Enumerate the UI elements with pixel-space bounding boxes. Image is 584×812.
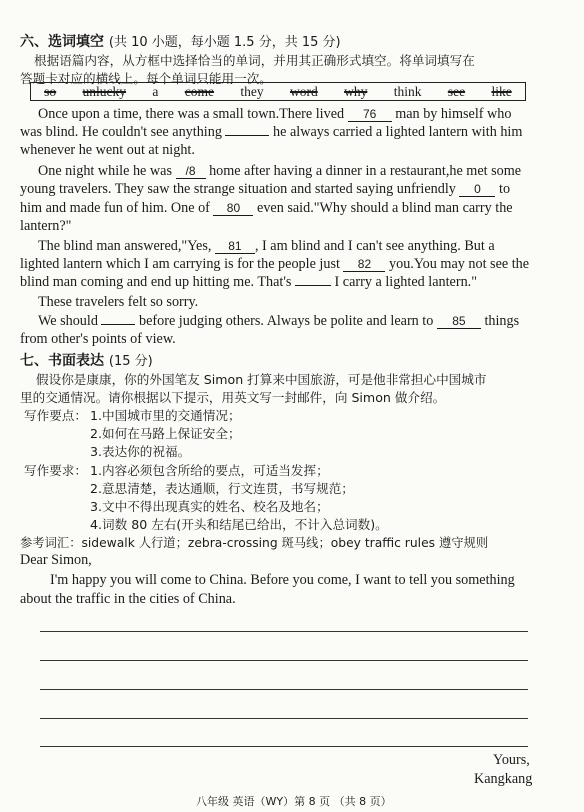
passage-line: whenever he went out at night. — [20, 142, 195, 158]
word-bank-item: see — [447, 83, 466, 99]
requirements-label: 写作要求： — [24, 463, 87, 478]
word-bank-item: come — [184, 83, 215, 99]
section6-title: 六、选词填空 — [20, 34, 104, 50]
blank-82[interactable]: 82 — [343, 258, 385, 272]
word-bank-item: they — [240, 83, 264, 99]
passage-line: These travelers felt so sorry. — [38, 294, 199, 310]
requirement-item: 1.内容必须包含所给的要点，可适当发挥； — [90, 463, 329, 478]
passage-line: was blind. He couldn't see anything he always carried a lighted lantern with him — [20, 124, 523, 140]
requirement-item: 3.文中不得出现真实的姓名、校名及地名； — [90, 499, 329, 514]
word-bank-item: think — [393, 83, 422, 99]
passage-line: The blind man answered,"Yes, 81 , I am blind and I can't see anything. But a — [38, 238, 495, 254]
writing-line[interactable] — [40, 631, 528, 632]
letter-greeting: Dear Simon, — [20, 552, 92, 568]
blank-77[interactable] — [225, 135, 269, 136]
blank-84[interactable] — [101, 324, 135, 325]
requirement-item: 2.意思清楚，表达通顺，行文连贯，书写规范； — [90, 481, 354, 496]
blank-80[interactable]: 80 — [213, 202, 253, 216]
passage-line: lantern?" — [20, 218, 72, 234]
writing-line[interactable] — [40, 689, 528, 690]
writing-line[interactable] — [40, 660, 528, 661]
blank-78[interactable]: /8 — [176, 165, 206, 179]
word-bank-item: why — [344, 83, 368, 99]
blank-76[interactable]: 76 — [348, 108, 392, 122]
passage-line: from other's points of view. — [20, 331, 176, 347]
section6-title-note: (共 10 小题，每小题 1.5 分，共 15 分) — [108, 35, 341, 50]
word-bank-box — [30, 82, 526, 101]
section7-intro-1: 假设你是康康，你的外国笔友 Simon 打算来中国旅游，可是他非常担心中国城市 — [36, 372, 487, 387]
passage-line: him and made fun of him. One of 80 even said."Why should a blind man carry the — [20, 200, 513, 216]
blank-83[interactable] — [295, 285, 331, 286]
blank-81[interactable]: 81 — [215, 240, 255, 254]
section7-title-note: (15 分) — [108, 354, 153, 369]
letter-opening-2: about the traffic in the cities of China. — [20, 591, 236, 607]
page-footer: 八年级 英语（WY）第 8 页 （共 8 页） — [196, 795, 392, 808]
passage-line: We should before judging others. Always be polite and learn to 85 things — [38, 313, 520, 329]
letter-closing: Yours, — [493, 752, 530, 768]
point-item: 1.中国城市里的交通情况； — [90, 408, 241, 423]
letter-signature: Kangkang — [474, 771, 533, 787]
passage-line: lighted lantern which I am carrying is for the people just 82 you.You may not see the — [20, 256, 530, 272]
passage-line: Once upon a time, there was a small town.There lived 76 man by himself who — [38, 106, 512, 122]
section7-intro-2: 里的交通情况。请你根据以下提示，用英文写一封邮件，向 Simon 做介绍。 — [20, 390, 446, 405]
requirement-item: 4.词数 80 左右(开头和结尾已给出，不计入总词数)。 — [90, 517, 388, 532]
passage-line: blind man coming and end up hitting me. That's I carry a lighted lantern." — [20, 274, 478, 290]
writing-line[interactable] — [40, 718, 528, 719]
blank-79[interactable]: 0 — [459, 183, 495, 197]
section7-title: 七、书面表达 — [20, 353, 104, 369]
word-bank-item: a — [152, 83, 159, 99]
reference-vocabulary: 参考词汇：sidewalk 人行道；zebra-crossing 斑马线；obey traffic rules 遵守规则 — [20, 536, 489, 550]
word-bank-item: like — [491, 83, 512, 99]
passage-line: young travelers. They saw the strange situation and started saying unfriendly 0 to — [20, 181, 511, 197]
writing-line[interactable] — [40, 746, 528, 747]
point-item: 3.表达你的祝福。 — [90, 444, 191, 459]
letter-opening-1: I'm happy you will come to China. Before you come, I want to tell you something — [50, 572, 515, 588]
section6-instruction-2: 答题卡对应的横线上。每个单词只能用一次。 — [20, 71, 272, 86]
points-label: 写作要点： — [24, 408, 87, 423]
section6-instruction-1: 根据语篇内容，从方框中选择恰当的单词，并用其正确形式填空。将单词填写在 — [34, 53, 475, 68]
blank-85[interactable]: 85 — [437, 315, 481, 329]
word-bank-item: word — [289, 83, 318, 99]
point-item: 2.如何在马路上保证安全； — [90, 426, 241, 441]
word-bank-item: so — [44, 83, 57, 99]
word-bank-item: unlucky — [82, 83, 127, 99]
passage-line: One night while he was /8 home after having a dinner in a restaurant,he met some — [38, 163, 522, 179]
